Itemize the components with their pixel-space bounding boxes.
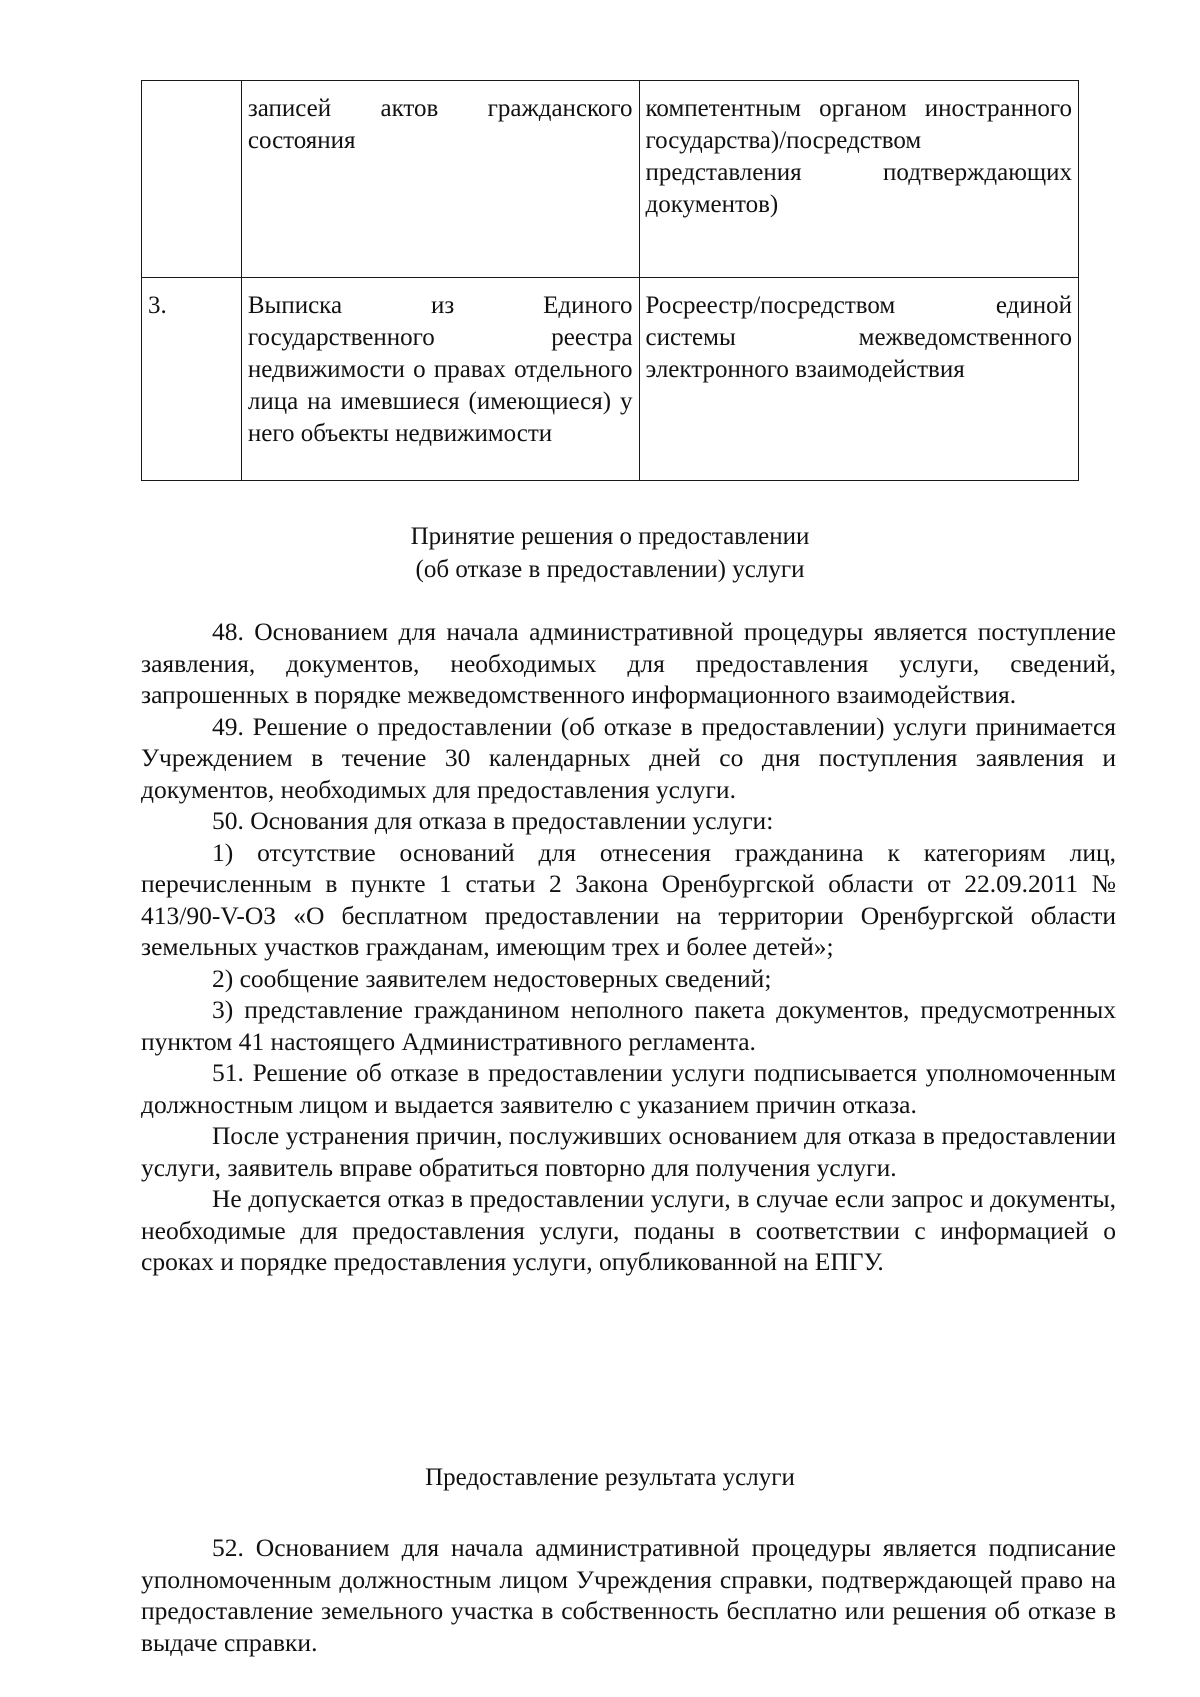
paragraph-49: 49. Решение о предоставлении (об отказе в предоставлении) услуги принимается Учреждением в течение 30 календарных дней со дня поступления заявления и документов, необходимых для предоставления услуги. [141, 711, 1116, 804]
list-item-1: 1) отсутствие оснований для отнесения гражданина к категориям лиц, перечисленным в пункте 1 статьи 2 Закона Оренбургской области от 22.09.2011 № 413/90-V-ОЗ «О бесплатном предоставлении на территории Оренбургской области земельных участков гражданам, имеющим трех и более детей»; [141, 837, 1116, 961]
paragraph-52: 52. Основанием для начала административной процедуры является подписание уполномоченным должностным лицом Учреждения справки, подтверждающей право на предоставление земельного участка в собственность бесплатно или решения об отказе в выдаче справки. [141, 1533, 1116, 1657]
heading-line: Предоставление результата услуги [425, 1464, 795, 1491]
document-name-cell: Выписка из Единого государственного реестра недвижимости о правах отдельного лица на имевшиеся (имеющиеся) у него объекты недвижимости [241, 278, 639, 481]
heading-line: Принятие решения о предоставлении [410, 523, 810, 550]
section-body-result [141, 1532, 1116, 1658]
table-row [142, 81, 1079, 278]
document-source-cell: компетентным органом иностранного государства)/посредством представления подтверждающих документов) [639, 81, 1078, 278]
documents-table [141, 80, 1079, 481]
row-number-cell [142, 81, 242, 278]
paragraph-no-refusal: Не допускается отказ в предоставлении услуги, в случае если запрос и документы, необходимые для предоставления услуги, поданы в соответствии с информацией о сроках и порядке предоставления услуги, опубликованной на ЕПГУ. [141, 1184, 1116, 1276]
document-source-cell: Росреестр/посредством единой системы межведомственного электронного взаимодействия [639, 278, 1078, 481]
section-heading-result [141, 1461, 1079, 1494]
row-number-cell: 3. [142, 278, 242, 481]
paragraph-50: 50. Основания для отказа в предоставлении услуги: [212, 806, 774, 835]
list-item-2: 2) сообщение заявителем недостоверных сведений; [212, 963, 772, 993]
section-body-decision [141, 616, 1116, 1278]
paragraph-48: 48. Основанием для начала административной процедуры является поступление заявления, документов, необходимых для предоставления услуги, сведений, запрошенных в порядке межведомственного информационного взаимодействия. [141, 617, 1116, 709]
list-item-3: 3) представление гражданином неполного пакета документов, предусмотренных пунктом 41 настоящего Административного регламента. [141, 995, 1116, 1056]
paragraph-51: 51. Решение об отказе в предоставлении услуги подписывается уполномоченным должностным лицом и выдается заявителю с указанием причин отказа. [141, 1058, 1116, 1119]
document-name-cell: записей актов гражданского состояния [241, 81, 639, 278]
heading-line: (об отказе в предоставлении) услуги [415, 556, 805, 583]
table-row [142, 278, 1079, 481]
paragraph-reapply: После устранения причин, послуживших основанием для отказа в предоставлении услуги, заявитель вправе обратиться повторно для получения услуги. [141, 1121, 1116, 1182]
section-heading-decision [141, 520, 1079, 586]
